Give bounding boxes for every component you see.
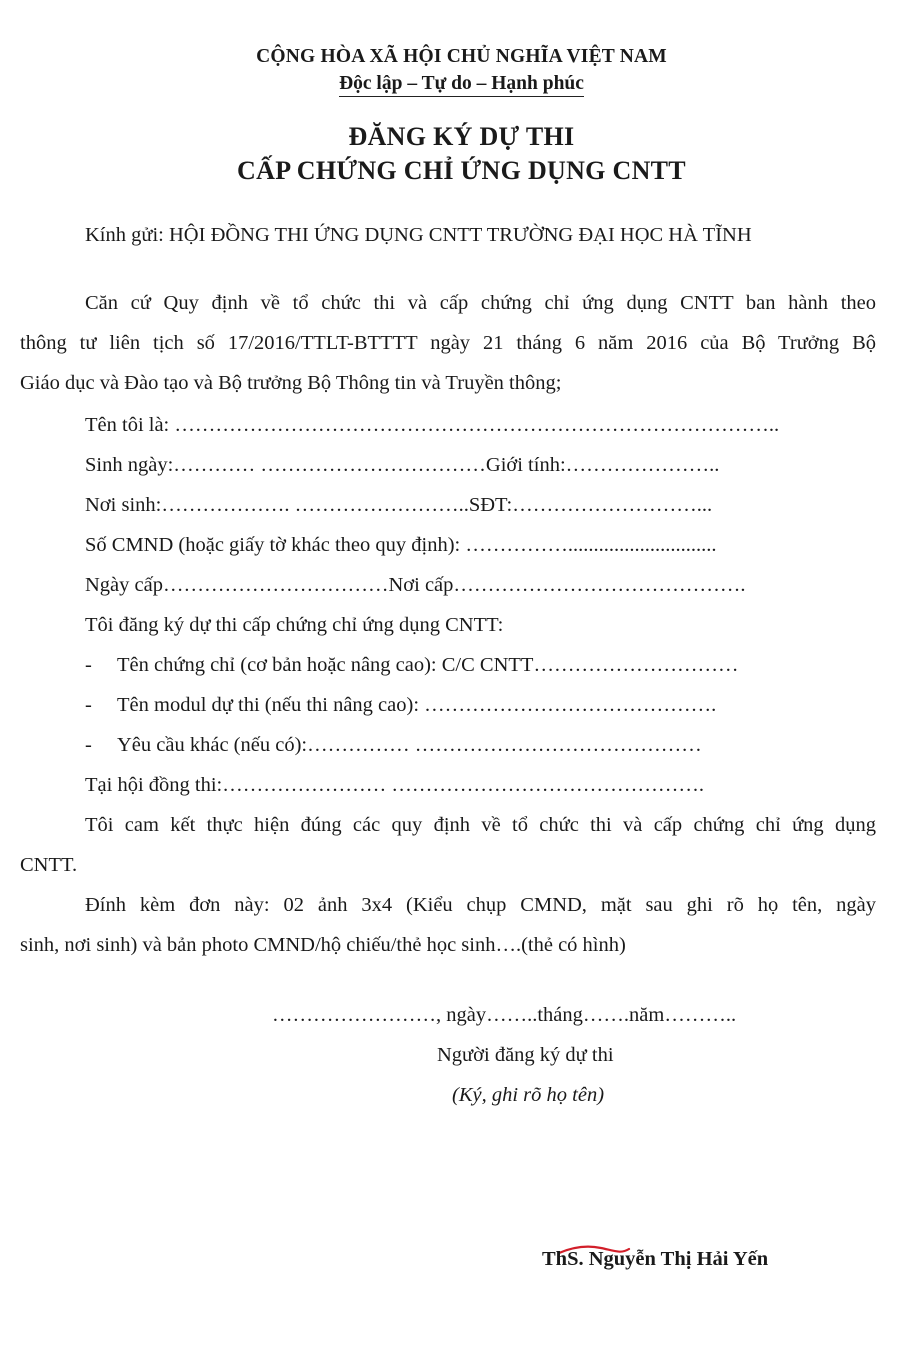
date-line: ……………………, ngày……..tháng…….năm……….. bbox=[272, 1004, 737, 1026]
commitment-paragraph bbox=[20, 814, 876, 894]
field-exam-council: Tại hội đồng thi:…………………… ………………………………………. bbox=[85, 774, 704, 796]
country-name: CỘNG HÒA XÃ HỘI CHỦ NGHĨA VIỆT NAM bbox=[256, 46, 667, 67]
recipient-line: Kính gửi: HỘI ĐỒNG THI ỨNG DỤNG CNTT TRƯỜNG ĐẠI HỌC HÀ TĨNH bbox=[85, 224, 752, 246]
attachment-line-2: sinh, nơi sinh) và bản photo CMND/hộ chiếu/thẻ học sinh….(thẻ có hình) bbox=[20, 934, 626, 956]
field-issue-date-place: Ngày cấp……………………………Nơi cấp……………………………………. bbox=[85, 574, 746, 596]
signature-instruction: (Ký, ghi rõ họ tên) bbox=[452, 1084, 605, 1106]
national-motto-text: Độc lập – Tự do – Hạnh phúc bbox=[339, 73, 584, 97]
field-name: Tên tôi là: …………………………………………………………………………….. bbox=[85, 414, 780, 436]
attachment-line-1: Đính kèm đơn này: 02 ảnh 3x4 (Kiểu chụp CMND, mặt sau ghi rõ họ tên, ngày bbox=[85, 894, 876, 916]
basis-paragraph bbox=[20, 292, 876, 412]
item-certificate-name: Tên chứng chỉ (cơ bản hoặc nâng cao): C/C CNTT………………………… bbox=[117, 654, 739, 676]
register-statement: Tôi đăng ký dự thi cấp chứng chỉ ứng dụng CNTT: bbox=[85, 614, 504, 636]
item-other-request: Yêu cầu khác (nếu có):…………… …………………………………… bbox=[117, 734, 702, 756]
field-dob-gender: Sinh ngày:………… ……………………………Giới tính:………………….. bbox=[85, 454, 720, 476]
signer-role: Người đăng ký dự thi bbox=[437, 1044, 614, 1066]
basis-line-1: Căn cứ Quy định về tổ chức thi và cấp chứng chỉ ứng dụng CNTT ban hành theo bbox=[85, 292, 876, 314]
basis-line-3: Giáo dục và Đào tạo và Bộ trưởng Bộ Thông tin và Truyền thông; bbox=[20, 372, 562, 394]
commitment-line-2: CNTT. bbox=[20, 854, 78, 876]
field-pob-phone: Nơi sinh:………………. ……………………..SĐT:………………………... bbox=[85, 494, 713, 516]
basis-line-2: thông tư liên tịch số 17/2016/TTLT-BTTTT ngày 21 tháng 6 năm 2016 của Bộ Trưởng Bộ bbox=[20, 332, 876, 354]
item-module-name: Tên modul dự thi (nếu thi nâng cao): ……………………………………. bbox=[117, 694, 717, 716]
item-dash-3: - bbox=[85, 734, 92, 756]
item-dash-2: - bbox=[85, 694, 92, 716]
field-id-number: Số CMND (hoặc giấy tờ khác theo quy định): ……………............................. bbox=[85, 534, 717, 556]
commitment-line-1: Tôi cam kết thực hiện đúng các quy định về tổ chức thi và cấp chứng chỉ ứng dụng bbox=[85, 814, 876, 836]
item-dash-1: - bbox=[85, 654, 92, 676]
document-subtitle: CẤP CHỨNG CHỈ ỨNG DỤNG CNTT bbox=[237, 156, 686, 185]
attachment-paragraph bbox=[20, 894, 876, 974]
document-title: ĐĂNG KÝ DỰ THI bbox=[348, 122, 575, 151]
national-motto bbox=[0, 73, 923, 97]
signer-name: ThS. Nguyễn Thị Hải Yến bbox=[542, 1248, 769, 1270]
